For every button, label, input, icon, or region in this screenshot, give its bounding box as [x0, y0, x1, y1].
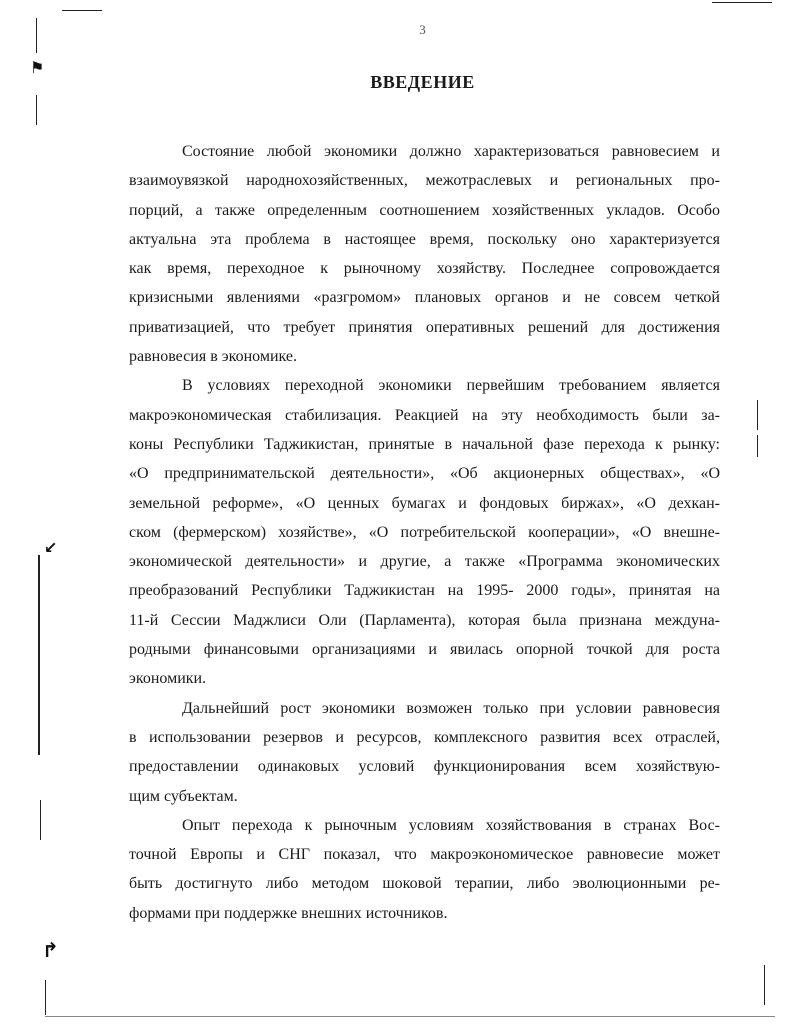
page-number: 3	[419, 22, 426, 37]
scan-line-bottom	[45, 1016, 775, 1017]
text-line: экономической деятельности» и другие, а также «Программа экономических	[129, 553, 720, 571]
scan-mark-arrow-icon: ↙	[44, 538, 58, 557]
scan-line-right-2	[757, 435, 758, 457]
text-line: равновесия в экономике.	[129, 348, 298, 366]
body-text	[129, 137, 720, 928]
text-line: ском (фермерском) хозяйстве», «О потребительской кооперации», «О внешне-	[129, 523, 720, 541]
text-line: В условиях переходной экономики первейшим требованием является	[182, 377, 720, 395]
text-line: 11-й Сессии Маджлиси Оли (Парламента), которая была признана междуна-	[129, 611, 720, 629]
text-line: в использовании резервов и ресурсов, комплексного развития всех отраслей,	[129, 728, 720, 746]
text-line: макроэкономическая стабилизация. Реакцией на эту необходимость были за-	[129, 406, 720, 424]
scan-line-top-left	[62, 10, 102, 11]
text-line: предоставлении одинаковых условий функционирования всем хозяйствую-	[129, 758, 720, 776]
scan-line-left-3	[38, 555, 40, 755]
text-line: приватизацией, что требует принятия оперативных решений для достижения	[129, 318, 720, 336]
text-line: экономики.	[129, 670, 207, 688]
text-line: формами при поддержке внешних источников.	[129, 904, 448, 922]
text-line: Дальнейший рост экономики возможен только при условии равновесия	[182, 699, 720, 717]
scan-line-right-1	[757, 400, 758, 430]
text-line: быть достигнуто либо методом шоковой терапии, либо эволюционными ре-	[129, 875, 720, 893]
text-line: Опыт перехода к рыночным условиям хозяйствования в странах Вос-	[182, 816, 720, 834]
text-line: «О предпринимательской деятельности», «Об акционерных обществах», «О	[129, 465, 720, 483]
scan-line-top-right	[712, 2, 772, 3]
scan-line-left-5	[45, 980, 46, 1015]
text-line: порций, а также определенным соотношением хозяйственных укладов. Особо	[129, 201, 720, 219]
text-line: преобразований Республики Таджикистан на 1995- 2000 годы», принятая на	[129, 582, 720, 600]
page-title: ВВЕДЕНИЕ	[370, 72, 475, 92]
scan-mark-corner-icon: ↱	[42, 938, 59, 962]
text-line: взаимоувязкой народнохозяйственных, межотраслевых и региональных про-	[129, 172, 720, 190]
text-line: актуальна эта проблема в настоящее время, поскольку оно характеризуется	[129, 230, 720, 248]
text-line: точной Европы и СНГ показал, что макроэкономическое равновесие может	[129, 846, 720, 864]
text-line: как время, переходное к рыночному хозяйству. Последнее сопровождается	[129, 260, 720, 278]
text-line: земельной реформе», «О ценных бумагах и фондовых биржах», «О дехкан-	[129, 494, 720, 512]
scan-line-right-3	[764, 965, 765, 1005]
text-line: коны Республики Таджикистан, принятые в начальной фазе перехода к рынку:	[129, 435, 720, 453]
scan-mark-flag-icon: ⚑	[30, 58, 45, 77]
scan-line-left-2	[36, 95, 37, 125]
text-line: кризисными явлениями «разгромом» плановых органов и не совсем четкой	[129, 289, 720, 307]
text-line: Состояние любой экономики должно характеризоваться равновесием и	[182, 143, 720, 160]
scan-line-left-4	[40, 800, 41, 840]
text-line: щим субъектам.	[129, 787, 238, 805]
text-line: родными финансовыми организациями и явилась опорной точкой для роста	[129, 641, 720, 659]
